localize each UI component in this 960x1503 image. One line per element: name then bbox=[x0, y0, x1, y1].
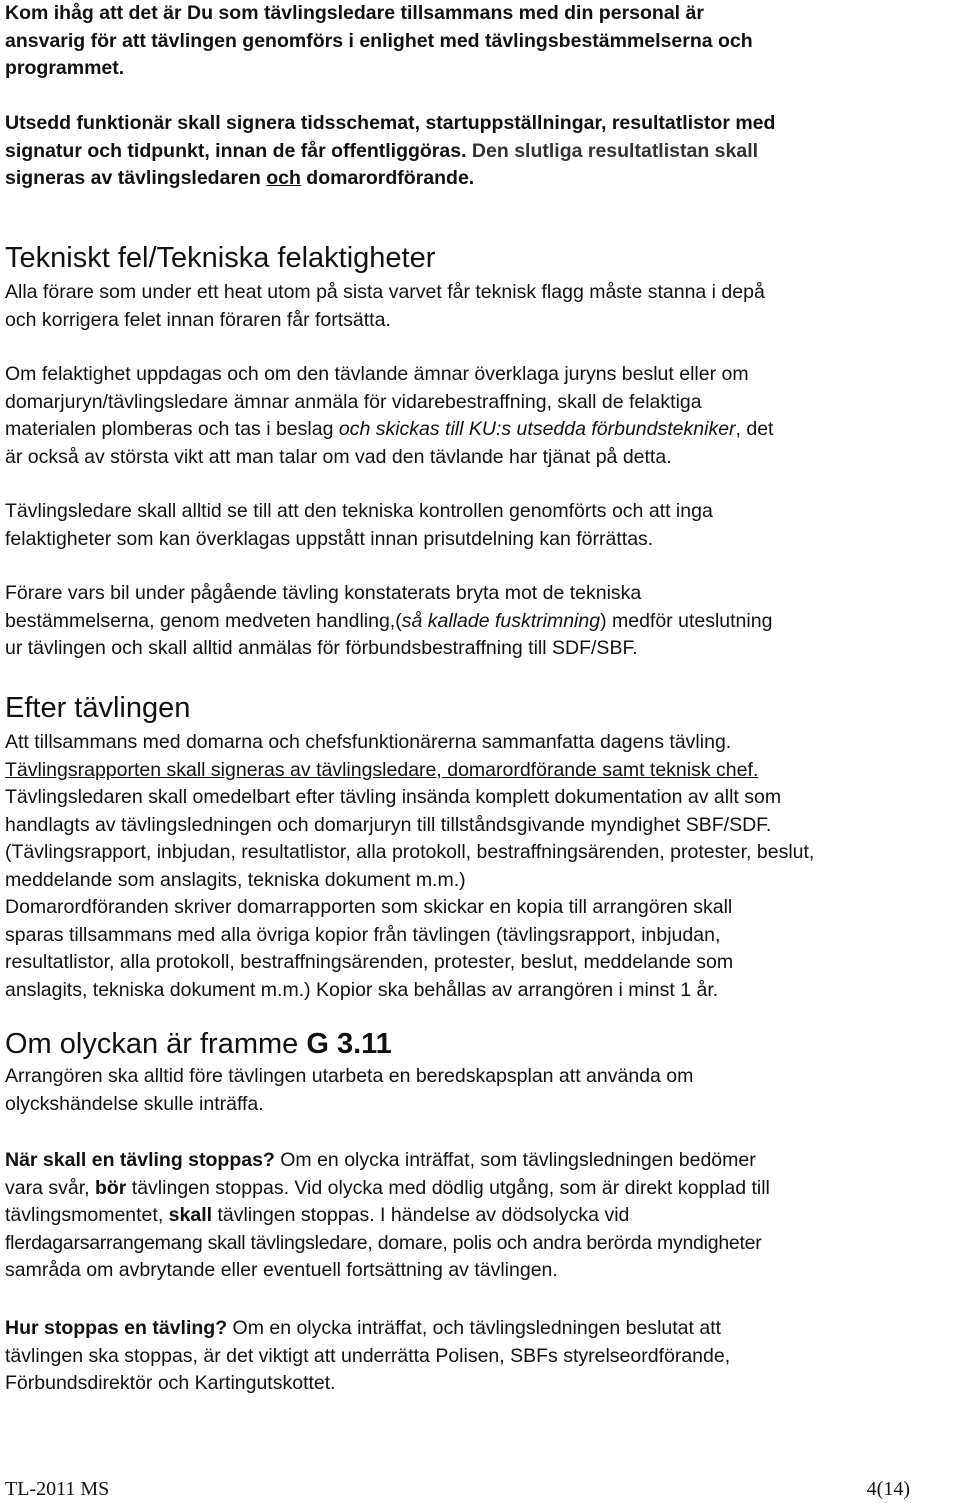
text-line: domarordförande. bbox=[300, 167, 475, 189]
text-line: signeras av tävlingsledaren bbox=[5, 167, 267, 189]
emphasis-italic: så kallade fusktrimning bbox=[401, 609, 601, 632]
text-line: handlagts av tävlingsledningen och domarjuryn till tillståndsgivande myndighet SBF/SDF. bbox=[5, 813, 772, 836]
page-number: 4(14) bbox=[866, 1478, 910, 1500]
text-line: Arrangören ska alltid före tävlingen utarbeta en beredskapsplan att använda om bbox=[5, 1065, 694, 1087]
text-line: är också av största vikt att man talar om vad den tävlande har tjänat på detta. bbox=[5, 445, 672, 468]
text-line: Tävlingsledare skall alltid se till att den tekniska kontrollen genomförts och att inga bbox=[5, 500, 713, 522]
text-line: flerdagarsarrangemang skall tävlingsledare, domare, polis och andra berörda myndigheter bbox=[5, 1231, 762, 1254]
text-line: Förare vars bil under pågående tävling konstaterats bryta mot de tekniska bbox=[5, 582, 642, 604]
text-line-underlined: Tävlingsrapporten skall signeras av tävlingsledare, domarordförande samt teknisk chef. bbox=[5, 758, 759, 781]
question-hur: Hur stoppas en tävling? bbox=[5, 1317, 228, 1339]
text-line: vara svår, bbox=[5, 1176, 95, 1199]
text-line: sparas tillsammans med alla övriga kopior från tävlingen (tävlingsrapport, inbjudan, bbox=[5, 923, 721, 946]
text-line: Om en olycka inträffat, som tävlingsledningen bedömer bbox=[274, 1149, 756, 1171]
text-line: ur tävlingen och skall alltid anmälas för förbundsbestraffning till SDF/SBF. bbox=[5, 637, 638, 659]
paragraph-intro bbox=[5, 0, 753, 83]
text-line: Utsedd funktionär skall signera tidsschemat, startuppställningar, resultatlistor med bbox=[5, 112, 776, 134]
text-line: materialen plomberas och tas i beslag bbox=[5, 418, 339, 440]
heading-tekniskt-fel: Tekniskt fel/Tekniska felaktigheter bbox=[5, 242, 436, 274]
page-footer bbox=[5, 1476, 910, 1502]
text-line: Förbundsdirektör och Kartingutskottet. bbox=[5, 1372, 336, 1394]
question-nar: När skall en tävling stoppas? bbox=[5, 1149, 275, 1171]
text-line: samråda om avbrytande eller eventuell fortsättning av tävlingen. bbox=[5, 1259, 558, 1281]
text-line: Domarordföranden skriver domarrapporten som skickar en kopia till arrangören skall bbox=[5, 896, 733, 918]
rule-reference: G 3.11 bbox=[306, 1028, 392, 1060]
text-line: resultatlistor, alla protokoll, bestraffningsärenden, protester, beslut, meddelande som bbox=[5, 951, 734, 973]
paragraph-hur-stoppas bbox=[5, 1315, 730, 1398]
paragraph-tekniskt bbox=[5, 279, 765, 334]
text-line: och korrigera felet innan föraren får fortsätta. bbox=[5, 308, 391, 331]
text-line: meddelande som anslagits, tekniska dokument m.m.) bbox=[5, 868, 466, 891]
heading-efter-tavlingen: Efter tävlingen bbox=[5, 692, 191, 724]
document-code: TL-2011 MS bbox=[5, 1478, 110, 1500]
paragraph-efter bbox=[5, 729, 814, 1004]
paragraph-forare bbox=[5, 580, 772, 663]
text-line: ansvarig för att tävlingen genomförs i enlighet med tävlingsbestämmelserna och bbox=[5, 29, 753, 52]
text-line: tävlingen stoppas. Vid olycka med dödlig utgång, som är direkt kopplad till bbox=[126, 1176, 770, 1199]
paragraph-signering bbox=[5, 110, 775, 193]
text-line: Kom ihåg att det är Du som tävlingsledare tillsammans med din personal är bbox=[5, 2, 704, 24]
emphasis-och: och bbox=[266, 167, 301, 189]
text-line: bestämmelserna, genom medveten handling,( bbox=[5, 609, 402, 632]
text-line: Tävlingsledaren skall omedelbart efter tävling insända komplett dokumentation av allt som bbox=[5, 786, 782, 808]
text-line: ) medför uteslutning bbox=[600, 609, 773, 632]
text-line: Att tillsammans med domarna och chefsfunktionärerna sammanfatta dagens tävling. bbox=[5, 731, 732, 753]
heading-om-olyckan bbox=[5, 1026, 392, 1062]
text-line: Om felaktighet uppdagas och om den tävlande ämnar överklaga juryns beslut eller om bbox=[5, 363, 749, 385]
text-line: , det bbox=[735, 418, 774, 440]
paragraph-nar-stoppas bbox=[5, 1147, 770, 1285]
text-line: olyckshändelse skulle inträffa. bbox=[5, 1092, 264, 1115]
paragraph-tavlingsledare bbox=[5, 498, 713, 553]
emphasis-italic: och skickas till KU:s utsedda förbundstekniker bbox=[338, 418, 736, 440]
text-line: Om en olycka inträffat, och tävlingsledningen beslutat att bbox=[227, 1317, 722, 1339]
heading-text: Om olyckan är framme bbox=[5, 1028, 307, 1060]
text-line: felaktigheter som kan överklagas uppstått innan prisutdelning kan förrättas. bbox=[5, 527, 654, 550]
text-line: tävlingen ska stoppas, är det viktigt att underrätta Polisen, SBFs styrelseordförande, bbox=[5, 1344, 731, 1367]
text-line: Den slutliga resultatlistan skall bbox=[466, 139, 759, 162]
text-line: tävlingsmomentet, bbox=[5, 1204, 169, 1226]
text-line: domarjuryn/tävlingsledare ämnar anmäla för vidarebestraffning, skall de felaktiga bbox=[5, 390, 702, 413]
text-line: tävlingen stoppas. I händelse av dödsolycka vid bbox=[212, 1204, 630, 1226]
paragraph-olyckan bbox=[5, 1063, 693, 1118]
paragraph-felaktighet bbox=[5, 361, 773, 471]
text-line: Alla förare som under ett heat utom på sista varvet får teknisk flagg måste stanna i depå bbox=[5, 281, 765, 303]
text-line: (Tävlingsrapport, inbjudan, resultatlistor, alla protokoll, bestraffningsärenden, protester, beslut, bbox=[5, 841, 815, 863]
emphasis-skall: skall bbox=[168, 1204, 213, 1226]
emphasis-bor: bör bbox=[94, 1176, 127, 1199]
text-line: signatur och tidpunkt, innan de får offentliggöras. bbox=[5, 139, 467, 162]
text-line: anslagits, tekniska dokument m.m.) Kopior ska behållas av arrangören i minst 1 år. bbox=[5, 978, 719, 1001]
text-line: programmet. bbox=[5, 57, 125, 79]
